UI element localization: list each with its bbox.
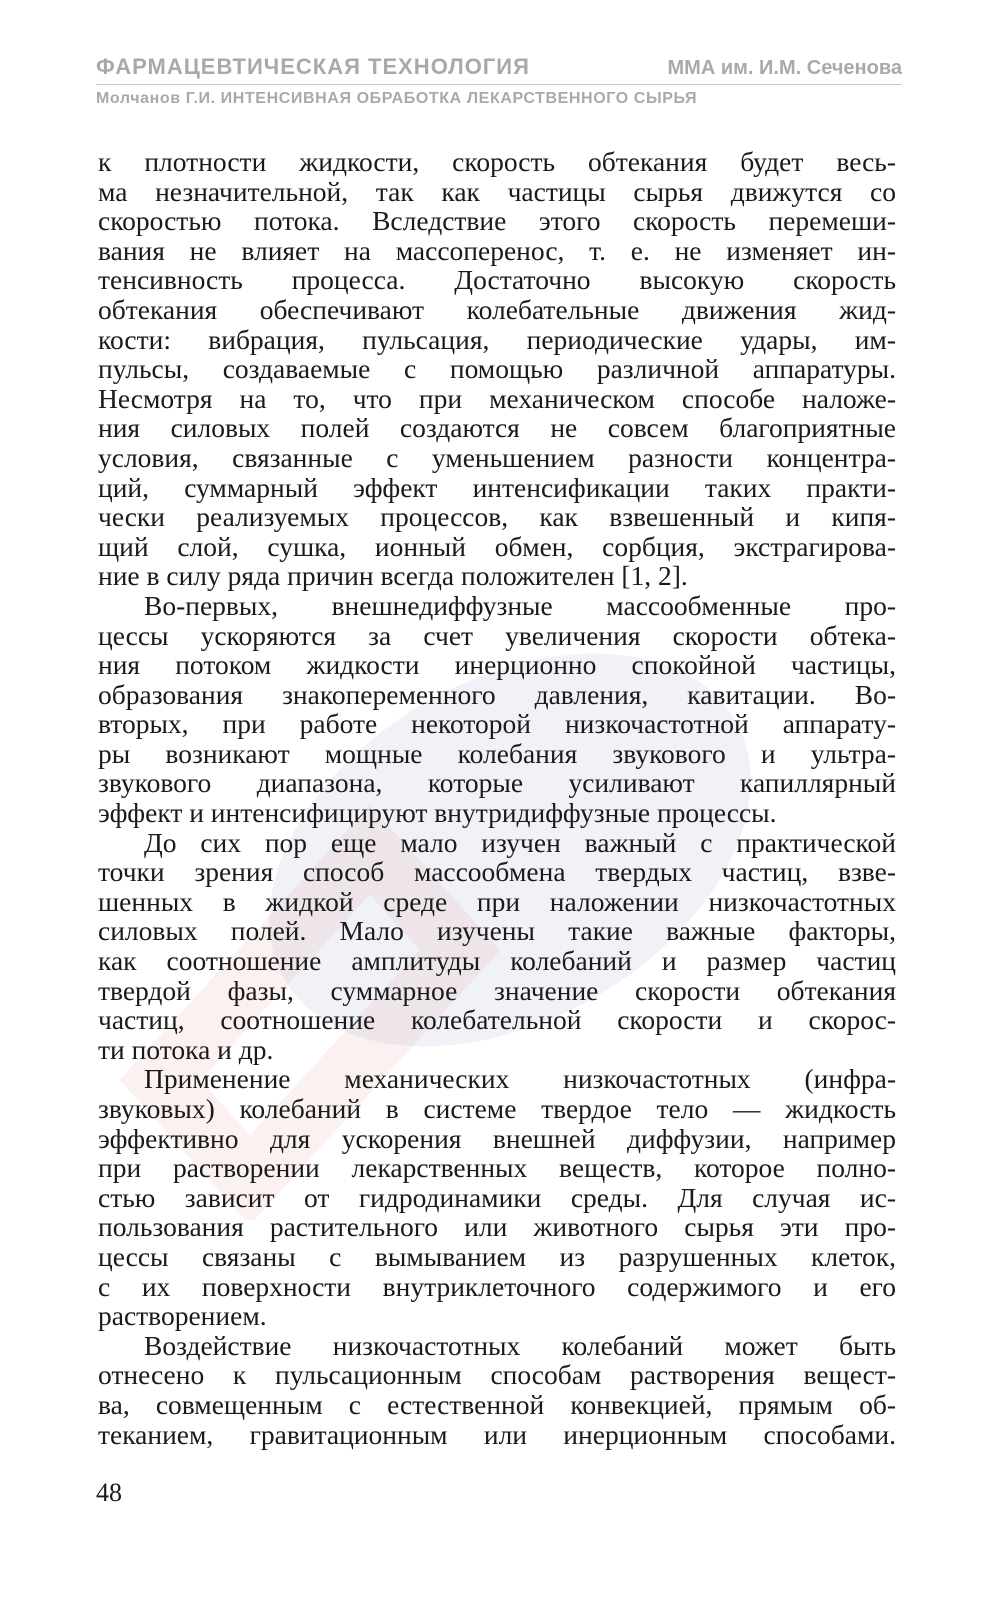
- text-line: До сих пор еще мало изучен важный с практической: [144, 826, 896, 858]
- text-line: Во-первых, внешнедиффузные массообменные про-: [144, 589, 896, 621]
- text-line: вторых, при работе некоторой низкочастотной аппарату-: [98, 708, 896, 740]
- paragraph: [98, 828, 896, 1065]
- text-line: эффективно для ускорения внешней диффузии, например: [98, 1122, 896, 1154]
- running-header: [96, 54, 902, 108]
- text-line: образования знакопеременного давления, кавитации. Во-: [98, 678, 896, 710]
- text-line: как соотношение амплитуды колебаний и размер частиц: [98, 945, 896, 977]
- text-line: цессы связаны с вымыванием из разрушенных клеток,: [98, 1240, 896, 1272]
- text-line: Применение механических низкочастотных (инфра-: [144, 1063, 896, 1095]
- text-line: с их поверхности внутриклеточного содержимого и его: [98, 1270, 896, 1302]
- text-line: стью зависит от гидродинамики среды. Для случая ис-: [98, 1181, 896, 1213]
- paragraph: [98, 1331, 896, 1449]
- text-line: пульсы, создаваемые с помощью различной аппаратуры.: [98, 353, 896, 385]
- text-line: ние в силу ряда причин всегда положителен [1, 2].: [98, 560, 688, 592]
- text-line: твердой фазы, суммарное значение скорости обтекания: [98, 974, 896, 1006]
- paragraph: [98, 147, 896, 591]
- body-text: [98, 147, 896, 1449]
- text-line: ва, совмещенным с естественной конвекцией, прямым об-: [98, 1388, 896, 1420]
- text-line: Несмотря на то, что при механическом способе наложе-: [98, 382, 896, 414]
- text-line: цессы ускоряются за счет увеличения скорости обтека-: [98, 619, 896, 651]
- text-line: шенных в жидкой среде при наложении низкочастотных: [98, 885, 896, 917]
- text-line: силовых полей. Мало изучены такие важные факторы,: [98, 915, 896, 947]
- text-line: вания не влияет на массоперенос, т. е. не изменяет ин-: [98, 234, 896, 266]
- text-line: ры возникают мощные колебания звукового и ультра-: [98, 737, 896, 769]
- text-line: растворением.: [98, 1300, 267, 1332]
- text-line: звуковых) колебаний в системе твердое тело — жидкость: [98, 1093, 896, 1124]
- text-line: условия, связанные с уменьшением разности концентра-: [98, 441, 896, 473]
- text-line: ций, суммарный эффект интенсификации таких практи-: [98, 471, 896, 503]
- text-line: ния потоком жидкости инерционно спокойной частицы,: [98, 649, 896, 681]
- header-book-title: ФАРМАЦЕВТИЧЕСКАЯ ТЕХНОЛОГИЯ: [96, 54, 530, 79]
- text-line: ти потока и др.: [98, 1033, 274, 1065]
- text-line: при растворении лекарственных веществ, которое полно-: [98, 1152, 896, 1184]
- text-line: Воздействие низкочастотных колебаний может быть: [144, 1329, 896, 1361]
- header-subtitle: Молчанов Г.И. ИНТЕНСИВНАЯ ОБРАБОТКА ЛЕКАРСТВЕННОГО СЫРЬЯ: [96, 90, 698, 107]
- text-line: ма незначительной, так как частицы сырья движутся со: [98, 175, 896, 207]
- text-line: точки зрения способ массообмена твердых частиц, взве-: [98, 856, 896, 888]
- text-line: чески реализуемых процессов, как взвешенный и кипя-: [98, 501, 896, 533]
- header-title-row: [96, 54, 902, 85]
- text-line: обтекания обеспечивают колебательные движения жид-: [98, 293, 896, 325]
- text-line: отнесено к пульсационным способам растворения вещест-: [98, 1359, 896, 1391]
- text-line: пользования растительного или животного сырья эти про-: [98, 1211, 896, 1243]
- text-line: кости: вибрация, пульсация, периодические удары, им-: [98, 323, 896, 355]
- paragraph: [98, 591, 896, 828]
- text-line: скоростью потока. Вследствие этого скорость перемеши-: [98, 205, 896, 237]
- text-line: щий слой, сушка, ионный обмен, сорбция, экстрагирова-: [98, 530, 896, 562]
- text-line: частиц, соотношение колебательной скорости и скорос-: [98, 1004, 896, 1036]
- header-institution: ММА им. И.М. Сеченова: [667, 57, 902, 79]
- paragraph: [98, 1064, 896, 1330]
- text-line: к плотности жидкости, скорость обтекания будет весь-: [98, 146, 896, 177]
- text-line: ния силовых полей создаются не совсем благоприятные: [98, 412, 896, 444]
- page-number: 48: [96, 1478, 122, 1507]
- text-line: звукового диапазона, которые усиливают капиллярный: [98, 767, 896, 799]
- text-line: теканием, гравитационным или инерционным способами.: [98, 1418, 896, 1450]
- text-line: эффект и интенсифицируют внутридиффузные процессы.: [98, 797, 777, 829]
- text-line: тенсивность процесса. Достаточно высокую скорость: [98, 264, 896, 296]
